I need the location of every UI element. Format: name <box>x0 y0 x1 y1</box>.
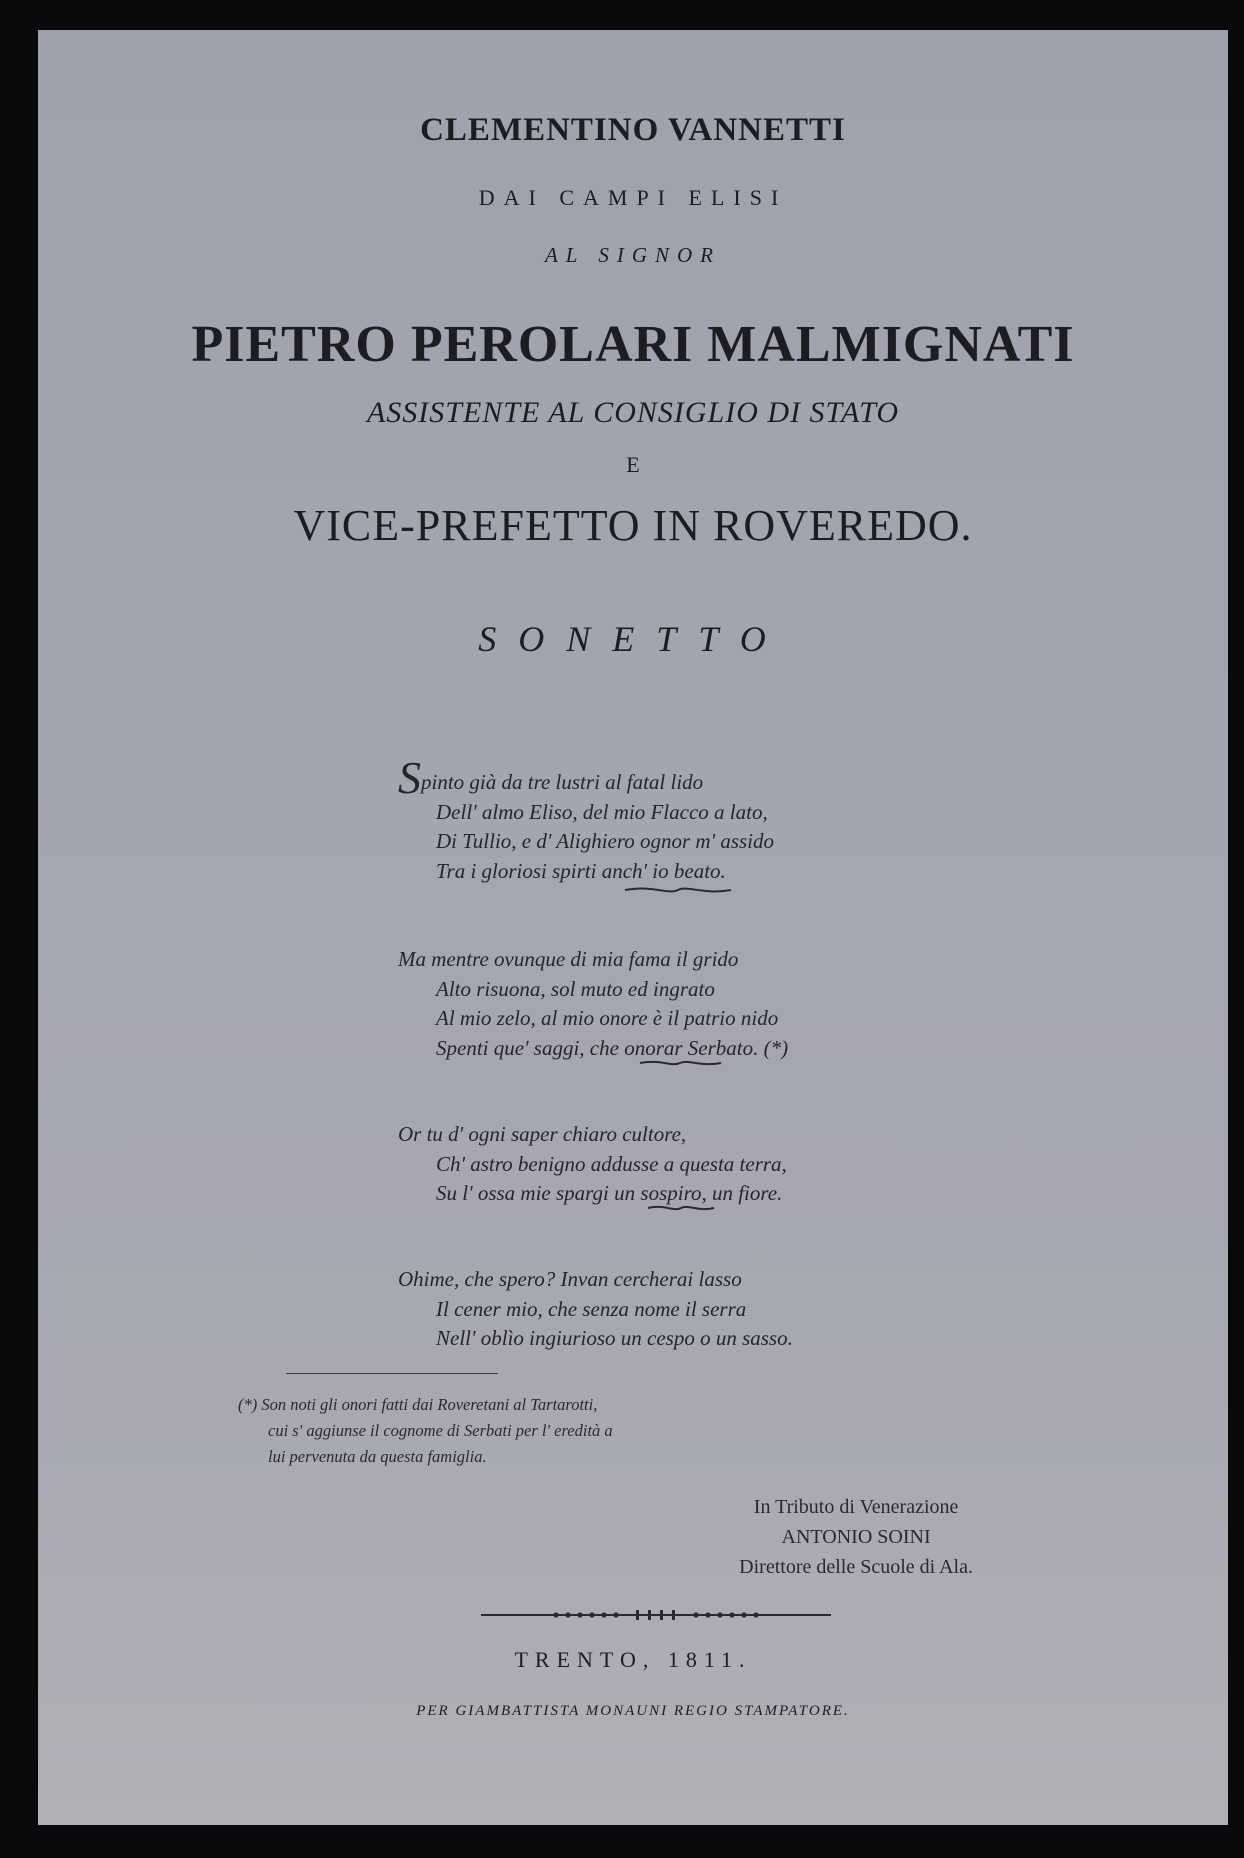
stanza-line: Al mio zelo, al mio onore è il patrio nido <box>436 1006 779 1030</box>
stanza-3 <box>398 1120 787 1209</box>
author-heading: CLEMENTINO VANNETTI <box>420 112 846 148</box>
footnote-line: lui pervenuta da questa famiglia. <box>268 1447 487 1466</box>
imprint-place-date: TRENTO, 1811. <box>514 1647 752 1672</box>
signature-name: ANTONIO SOINI <box>781 1526 931 1548</box>
stanza-line: Su l' ossa mie spargi un sospiro, un fiore. <box>436 1181 783 1205</box>
conjunction: E <box>626 452 640 477</box>
from-line: DAI CAMPI ELISI <box>478 185 788 210</box>
typographic-ornament-rule <box>476 1608 836 1622</box>
stanza-1 <box>398 752 775 886</box>
flourish-ornament <box>623 883 733 897</box>
stanza-line: Or tu d' ogni saper chiaro cultore, <box>398 1122 687 1146</box>
dedication-line: AL SIGNOR <box>544 243 722 267</box>
footnote <box>238 1392 613 1470</box>
footnote-line: cui s' aggiunse il cognome di Serbati per l' eredità a <box>268 1421 613 1440</box>
signature-line: In Tributo di Venerazione <box>753 1496 959 1518</box>
footnote-rule <box>286 1373 498 1374</box>
broadside-sheet <box>38 30 1228 1825</box>
stanza-4 <box>398 1265 793 1354</box>
stanza-line: Spenti que' saggi, che onorar Serbato. (*) <box>436 1035 789 1060</box>
footnote-line: (*) Son noti gli onori fatti dai Roveretani al Tartarotti, <box>238 1395 598 1414</box>
stanza-line: Tra i gloriosi spirti anch' io beato. <box>436 858 726 883</box>
recipient-role-2: VICE-PREFETTO IN ROVEREDO. <box>293 501 973 550</box>
poem-form-title: SONETTO <box>478 619 788 659</box>
imprint-printer: PER GIAMBATTISTA MONAUNI REGIO STAMPATORE. <box>416 1703 850 1719</box>
stanza-line: Ma mentre ovunque di mia fama il grido <box>398 947 739 971</box>
recipient-role-1: ASSISTENTE AL CONSIGLIO DI STATO <box>366 396 900 429</box>
stanza-line: Spinto già da tre lustri al fatal lido <box>398 752 704 803</box>
flourish-ornament <box>638 1057 723 1069</box>
signature-block <box>739 1492 973 1582</box>
recipient-name: PIETRO PEROLARI MALMIGNATI <box>191 316 1075 373</box>
drop-cap: S <box>398 752 421 803</box>
stanza-line: Dell' almo Eliso, del mio Flacco a lato, <box>436 799 768 824</box>
stanza-line: Ch' astro benigno addusse a questa terra, <box>436 1151 787 1176</box>
stanza-line: Nell' oblìo ingiurioso un cespo o un sasso. <box>436 1326 793 1350</box>
stanza-line: Il cener mio, che senza nome il serra <box>436 1296 747 1321</box>
stanza-line: Ohime, che spero? Invan cercherai lasso <box>398 1267 742 1291</box>
flourish-ornament <box>646 1202 716 1214</box>
signature-title: Direttore delle Scuole di Ala. <box>739 1556 973 1578</box>
stanza-2 <box>398 945 788 1063</box>
stanza-line: Di Tullio, e d' Alighiero ognor m' assido <box>436 829 775 853</box>
stanza-line: Alto risuona, sol muto ed ingrato <box>436 976 715 1001</box>
